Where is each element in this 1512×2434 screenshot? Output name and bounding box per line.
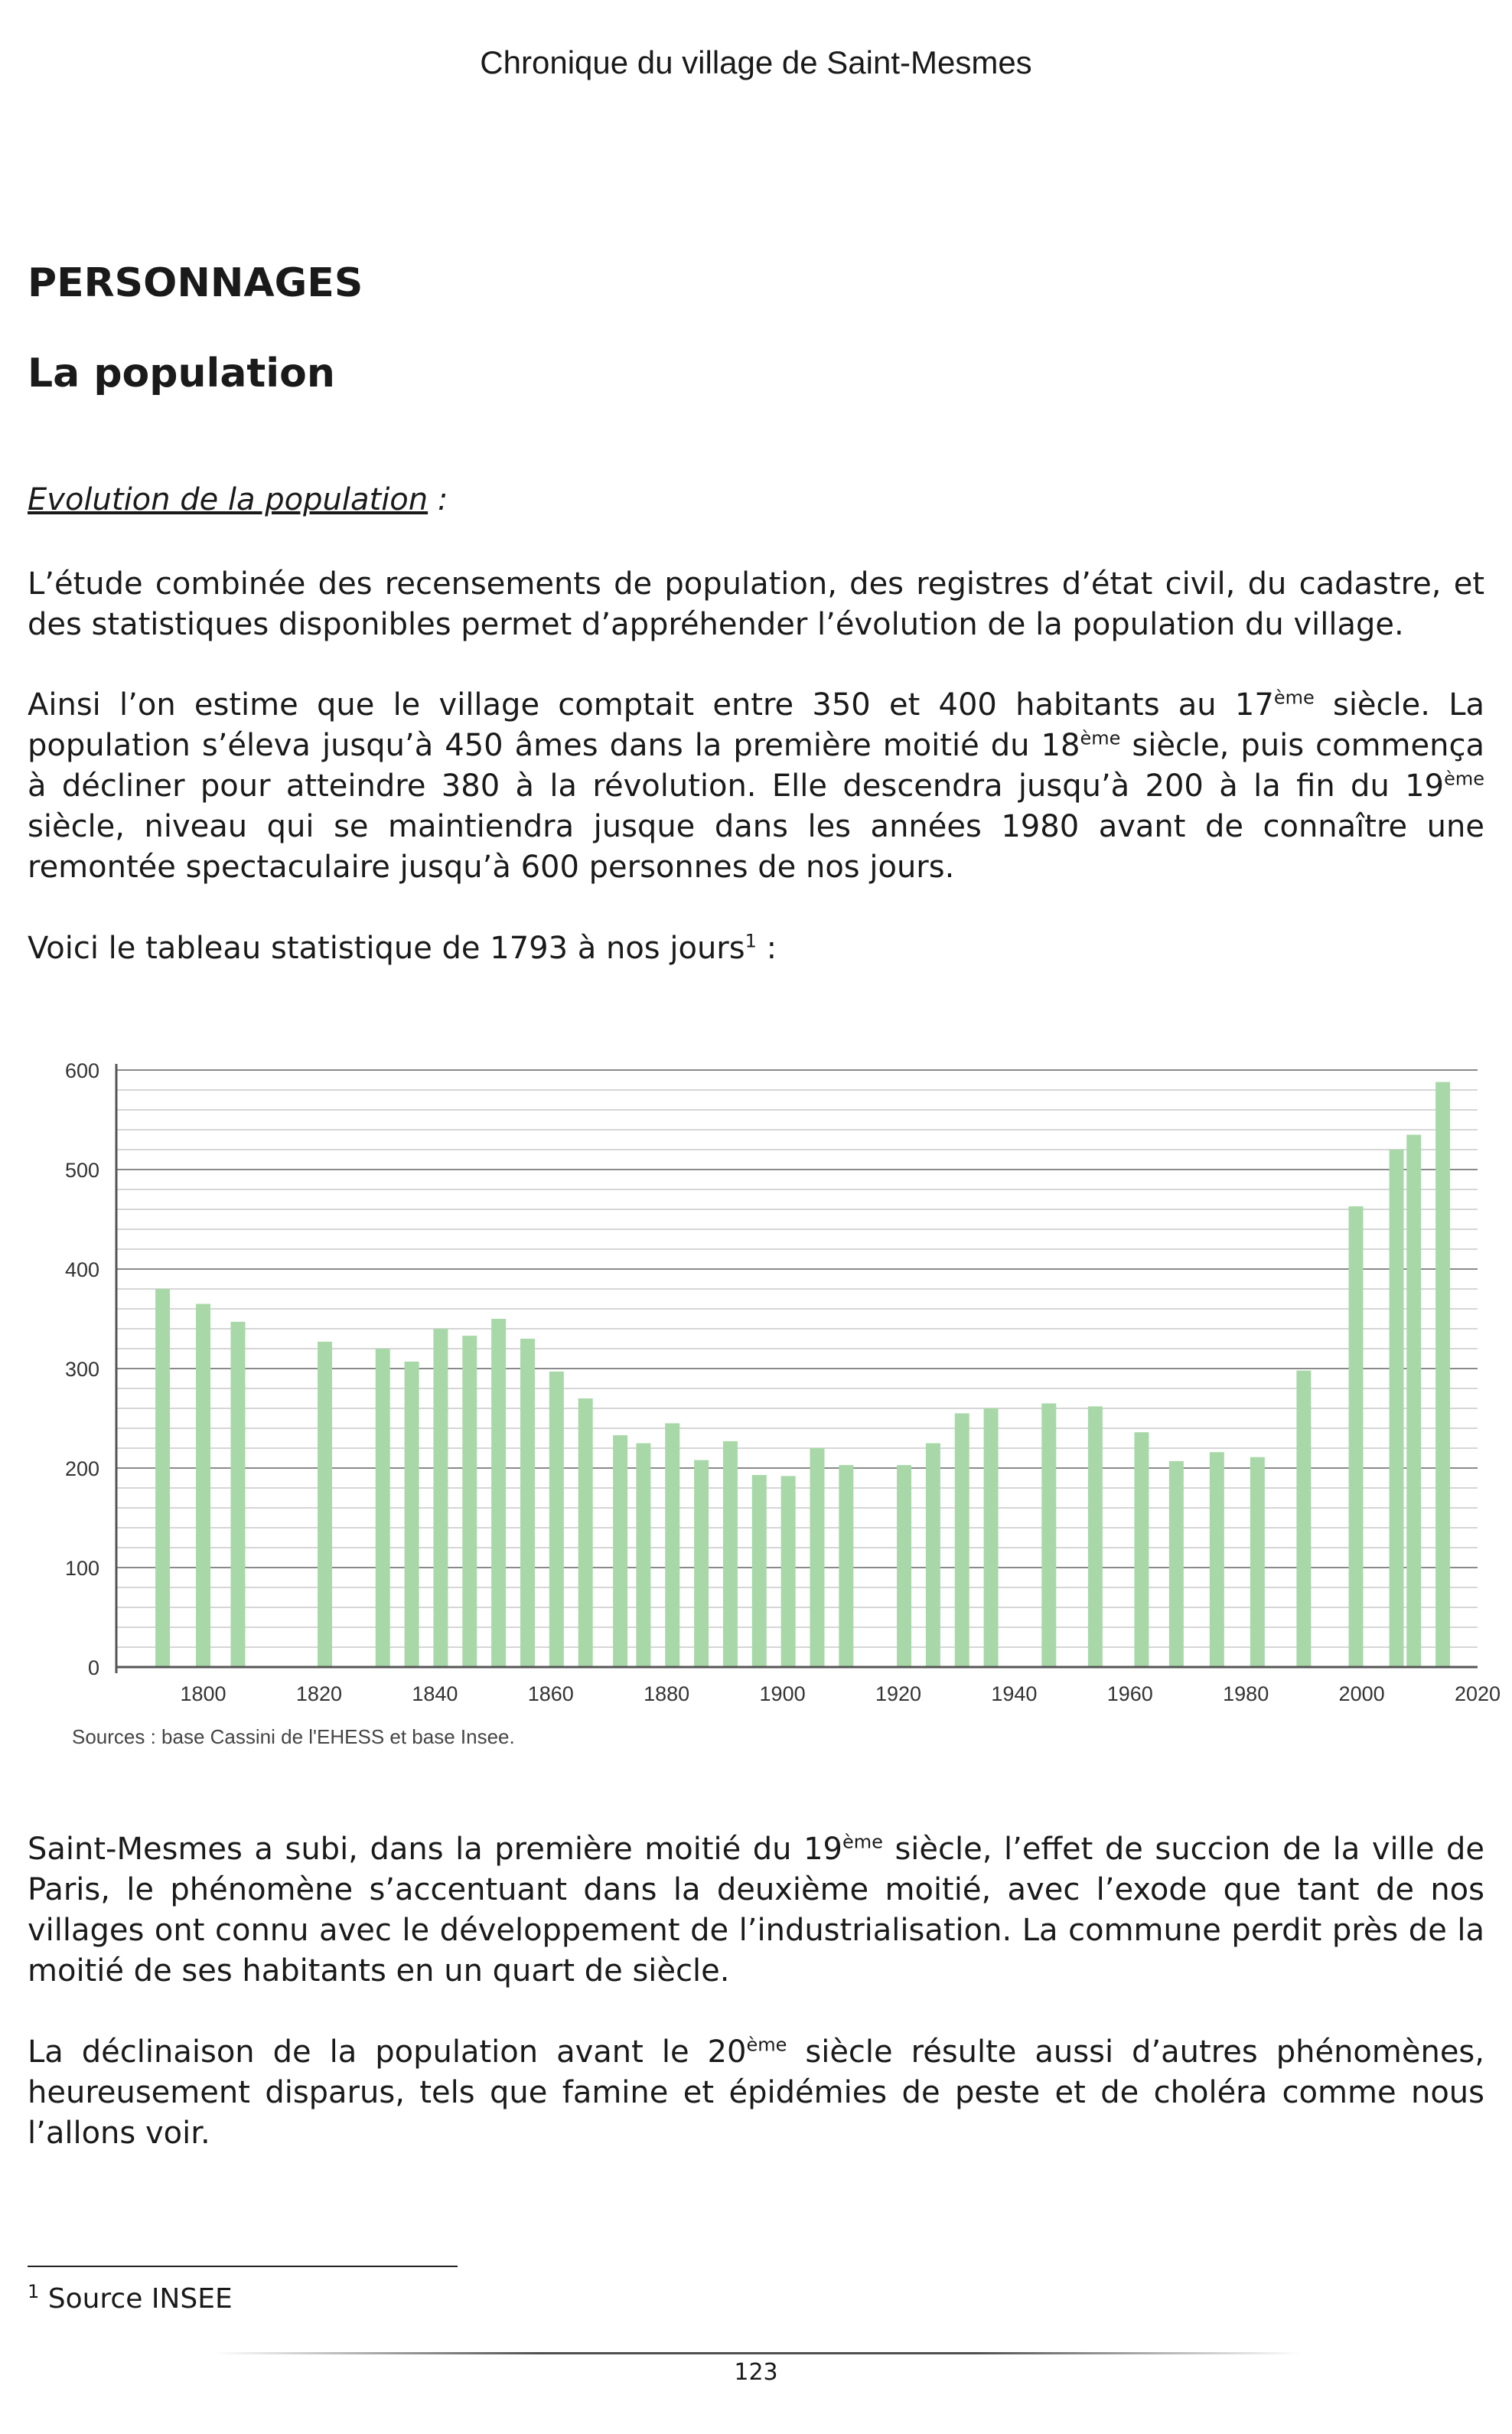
x-tick-label: 1880: [644, 1682, 690, 1705]
bar: [196, 1304, 210, 1668]
bar: [520, 1339, 535, 1667]
y-tick-label: 400: [64, 1258, 99, 1281]
x-tick-label: 1900: [759, 1682, 806, 1705]
paragraph-5-part-b: siècle résulte aussi d’autres phénomènes, heureusement disparus, tels que famine et épidémies de peste et de choléra comme nous l’allons voir.: [28, 2034, 1484, 2151]
paragraph-3-block: [28, 928, 1484, 969]
y-tick-label: 500: [64, 1159, 99, 1182]
x-tick-label: 1820: [295, 1682, 342, 1705]
bar: [155, 1289, 170, 1667]
x-tick-label: 1980: [1223, 1682, 1269, 1705]
paragraph-1: L’étude combinée des recensements de population, des registres d’état civil, du cadastre, et des statistiques disponibles permet d’appréhender l’évolution de la population du village.: [28, 566, 1484, 642]
footnote-separator: [28, 2266, 458, 2267]
y-tick-label: 600: [64, 1059, 99, 1082]
y-tick-label: 100: [64, 1557, 99, 1580]
bar: [955, 1414, 969, 1668]
footer-separator: [214, 2352, 1301, 2354]
footnote-text: Source INSEE: [39, 2283, 233, 2315]
footnote: [28, 2283, 233, 2315]
paragraph-2-part-a: Ainsi l’on estime que le village comptait entre 350 et 400 habitants au 17: [28, 687, 1274, 723]
x-tick-label: 1920: [875, 1682, 922, 1705]
y-tick-label: 300: [64, 1358, 99, 1381]
x-tick-label: 1860: [527, 1682, 574, 1705]
bar: [318, 1342, 332, 1667]
superscript: ème: [746, 2034, 787, 2056]
paragraph-4-part-a: Saint-Mesmes a subi, dans la première moitié du 19: [28, 1832, 842, 1867]
paragraph-3-colon: :: [756, 931, 777, 966]
bar: [839, 1465, 853, 1667]
x-tick-label: 1940: [991, 1682, 1038, 1705]
bar: [636, 1444, 650, 1668]
bar: [810, 1448, 824, 1667]
running-header: Chronique du village de Saint-Mesmes: [480, 44, 1032, 80]
footnote-reference: 1: [745, 930, 757, 952]
bar: [578, 1398, 593, 1667]
y-tick-label: 0: [87, 1656, 99, 1679]
footnote-marker: 1: [28, 2281, 40, 2302]
x-tick-label: 1840: [412, 1682, 458, 1705]
bar: [1406, 1135, 1421, 1668]
x-tick-label: 1960: [1106, 1682, 1153, 1705]
y-tick-label: 200: [64, 1457, 99, 1480]
bar: [781, 1476, 796, 1667]
bar: [1435, 1082, 1450, 1667]
superscript: ème: [1080, 727, 1121, 749]
bar: [433, 1329, 448, 1667]
subsection-heading: [28, 482, 448, 517]
paragraph-4: [28, 1829, 1484, 1992]
superscript: ème: [1444, 768, 1484, 790]
bar: [1041, 1404, 1056, 1668]
x-tick-label: 2000: [1338, 1682, 1385, 1705]
bar: [1349, 1206, 1364, 1667]
bar: [405, 1362, 419, 1667]
bar: [897, 1465, 911, 1667]
paragraph-3: [28, 928, 1484, 969]
bar: [491, 1319, 506, 1667]
paragraph-2-block: [28, 685, 1484, 888]
bar: [613, 1435, 627, 1667]
bar: [723, 1441, 738, 1667]
bar: [376, 1349, 390, 1667]
paragraph-5: [28, 2032, 1484, 2154]
bar: [752, 1475, 767, 1667]
population-chart-svg: [28, 1049, 1501, 1753]
bar: [1250, 1457, 1265, 1667]
bar: [665, 1424, 679, 1668]
bar: [462, 1336, 477, 1667]
paragraph-1-block: [28, 564, 1484, 645]
x-tick-label: 1800: [180, 1682, 226, 1705]
paragraph-2-part-b: siècle. La population s’éleva jusqu’à 450 âmes dans la première moitié du 18: [28, 687, 1485, 763]
paragraph-5-block: [28, 2032, 1484, 2154]
paragraph-2-part-d: siècle, niveau qui se maintiendra jusque dans les années 1980 avant de connaître une remontée spectaculaire jusqu’à 600 personnes de nos jours.: [28, 809, 1484, 885]
bar: [1296, 1371, 1311, 1667]
paragraph-4-part-b: siècle, l’effet de succion de la ville de Paris, le phénomène s’accentuant dans la deuxième moitié, avec l’exode que tant de nos villages ont connu avec le développement de l’industrialisation. La commune perdit près de la moitié de ses habitants en un quart de siècle.: [28, 1832, 1484, 1989]
paragraph-2: [28, 685, 1484, 888]
bar: [926, 1444, 940, 1668]
section-subtitle: La population: [28, 351, 335, 396]
page-number: 123: [734, 2359, 778, 2386]
bar: [549, 1372, 564, 1667]
paragraph-4-block: [28, 1829, 1484, 1992]
x-tick-label: 2020: [1454, 1682, 1501, 1705]
superscript: ème: [1273, 687, 1315, 709]
bar: [1169, 1461, 1184, 1667]
chart-source-note: Sources : base Cassini de l'EHESS et base Insee.: [72, 1725, 515, 1748]
bar: [694, 1460, 709, 1667]
bar: [230, 1322, 245, 1667]
bar: [1210, 1452, 1224, 1667]
population-chart: [28, 1049, 1501, 1753]
subsection-colon: :: [428, 482, 448, 517]
bar: [1134, 1432, 1149, 1667]
paragraph-3-text: Voici le tableau statistique de 1793 à nos jours: [28, 931, 745, 966]
bar: [1390, 1150, 1404, 1667]
paragraph-5-part-a: La déclinaison de la population avant le 20: [28, 2034, 747, 2070]
superscript: ème: [842, 1831, 883, 1853]
section-title: PERSONNAGES: [28, 260, 363, 306]
subsection-title: Evolution de la population: [28, 482, 429, 517]
bar: [984, 1408, 999, 1667]
paragraph-2-part-c: siècle, puis commença à décliner pour atteindre 380 à la révolution. Elle descendra jusqu’à 200 à la fin du 19: [28, 728, 1484, 804]
bar: [1088, 1406, 1103, 1667]
